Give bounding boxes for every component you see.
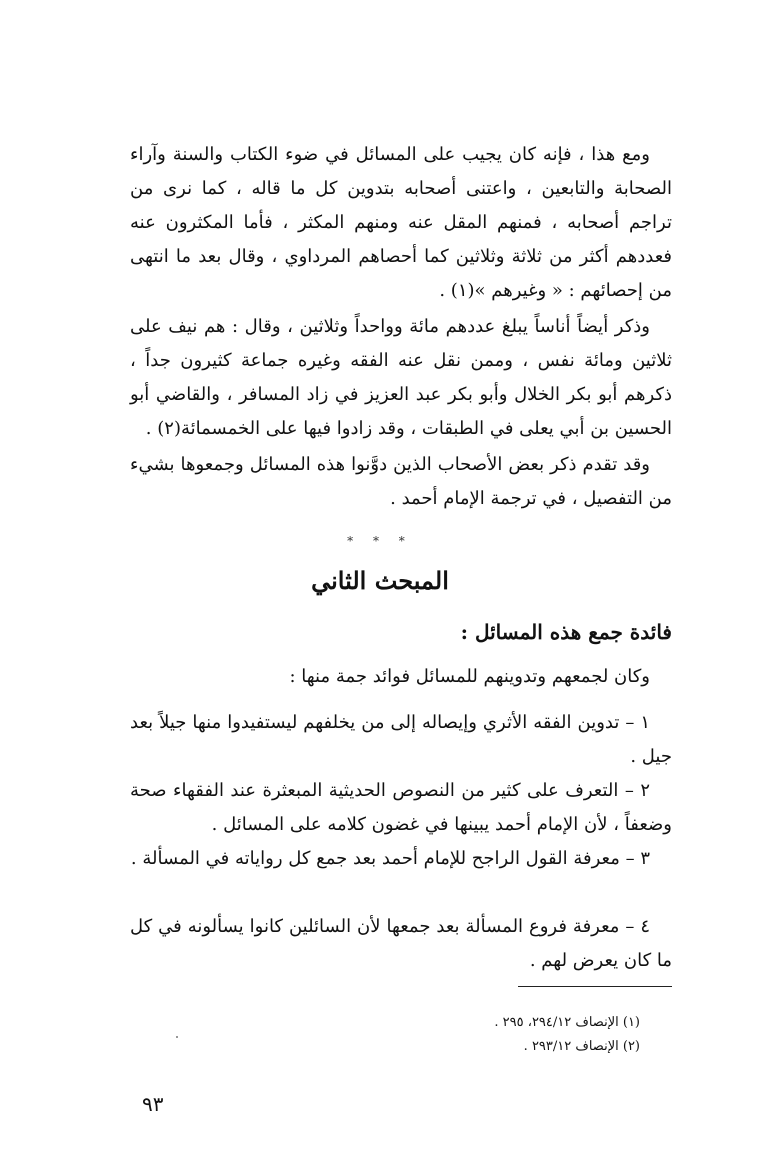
page-number: ٩٣ bbox=[142, 1092, 164, 1116]
intro-text: وكان لجمعهم وتدوينهم للمسائل فوائد جمة منها : bbox=[289, 666, 650, 687]
paragraph-2 bbox=[130, 310, 672, 446]
list-item-3-text: ٣ – معرفة القول الراجح للإمام أحمد بعد جمع كل رواياته في المسألة . bbox=[130, 848, 650, 869]
paragraph-1 bbox=[130, 138, 672, 308]
list-item-4-text: ٤ – معرفة فروع المسألة بعد جمعها لأن السائلين كانوا يسألونه في كل ما كان يعرض لهم . bbox=[130, 916, 672, 971]
paragraph-1-text: ومع هذا ، فإنه كان يجيب على المسائل في ضوء الكتاب والسنة وآراء الصحابة والتابعين ، واعتنى أصحابه بتدوين كل ما قاله ، كما نرى من تراجم أصحابه ، فمنهم المقل عنه ومنهم المكثر ، فأما المكثرون عنه فعددهم أكثر من ثلاثة وثلاثين كما أحصاهم المرداوي ، وقال بعد ما انتهى من إحصائهم : « وغيرهم »(١) . bbox=[130, 144, 672, 301]
subheading: فائدة جمع هذه المسائل : bbox=[460, 620, 672, 644]
section-heading: المبحث الثاني bbox=[311, 566, 449, 595]
list-item-2 bbox=[130, 774, 672, 842]
footnote-1: (١) الإنصاف ٢٩٤/١٢، ٢٩٥ . bbox=[494, 1015, 640, 1030]
list-item-3 bbox=[130, 842, 672, 876]
list-item-4 bbox=[130, 910, 672, 978]
section-separator: * * * bbox=[347, 534, 413, 548]
paragraph-3-text: وقد تقدم ذكر بعض الأصحاب الذين دوَّنوا هذه المسائل وجمعوها بشيء من التفصيل ، في ترجمة الإمام أحمد . bbox=[130, 454, 672, 509]
list-item-2-text: ٢ – التعرف على كثير من النصوص الحديثية المبعثرة عند الفقهاء صحة وضعفاً ، لأن الإمام أحمد يبينها في غضون كلامه على المسائل . bbox=[130, 780, 672, 835]
intro-line bbox=[130, 660, 672, 694]
paragraph-2-text: وذكر أيضاً أناساً يبلغ عددهم مائة وواحداً وثلاثين ، وقال : هم نيف على ثلاثين ومائة نفس ، وممن نقل عنه الفقه وغيره جماعة كثيرون جداً ، ذكرهم أبو بكر الخلال وأبو بكر عبد العزيز في زاد المسافر ، والقاضي أبو الحسين بن أبي يعلى في الطبقات ، وقد زادوا فيها على الخمسمائة(٢) . bbox=[130, 316, 672, 439]
paragraph-3 bbox=[130, 448, 672, 516]
list-item-1-text: ١ – تدوين الفقه الأثري وإيصاله إلى من يخلفهم ليستفيدوا منها جيلاً بعد جيل . bbox=[130, 712, 672, 767]
footnote-rule bbox=[518, 986, 672, 987]
speck bbox=[176, 1036, 178, 1038]
footnote-2: (٢) الإنصاف ٢٩٣/١٢ . bbox=[523, 1039, 640, 1054]
list-item-1 bbox=[130, 706, 672, 774]
